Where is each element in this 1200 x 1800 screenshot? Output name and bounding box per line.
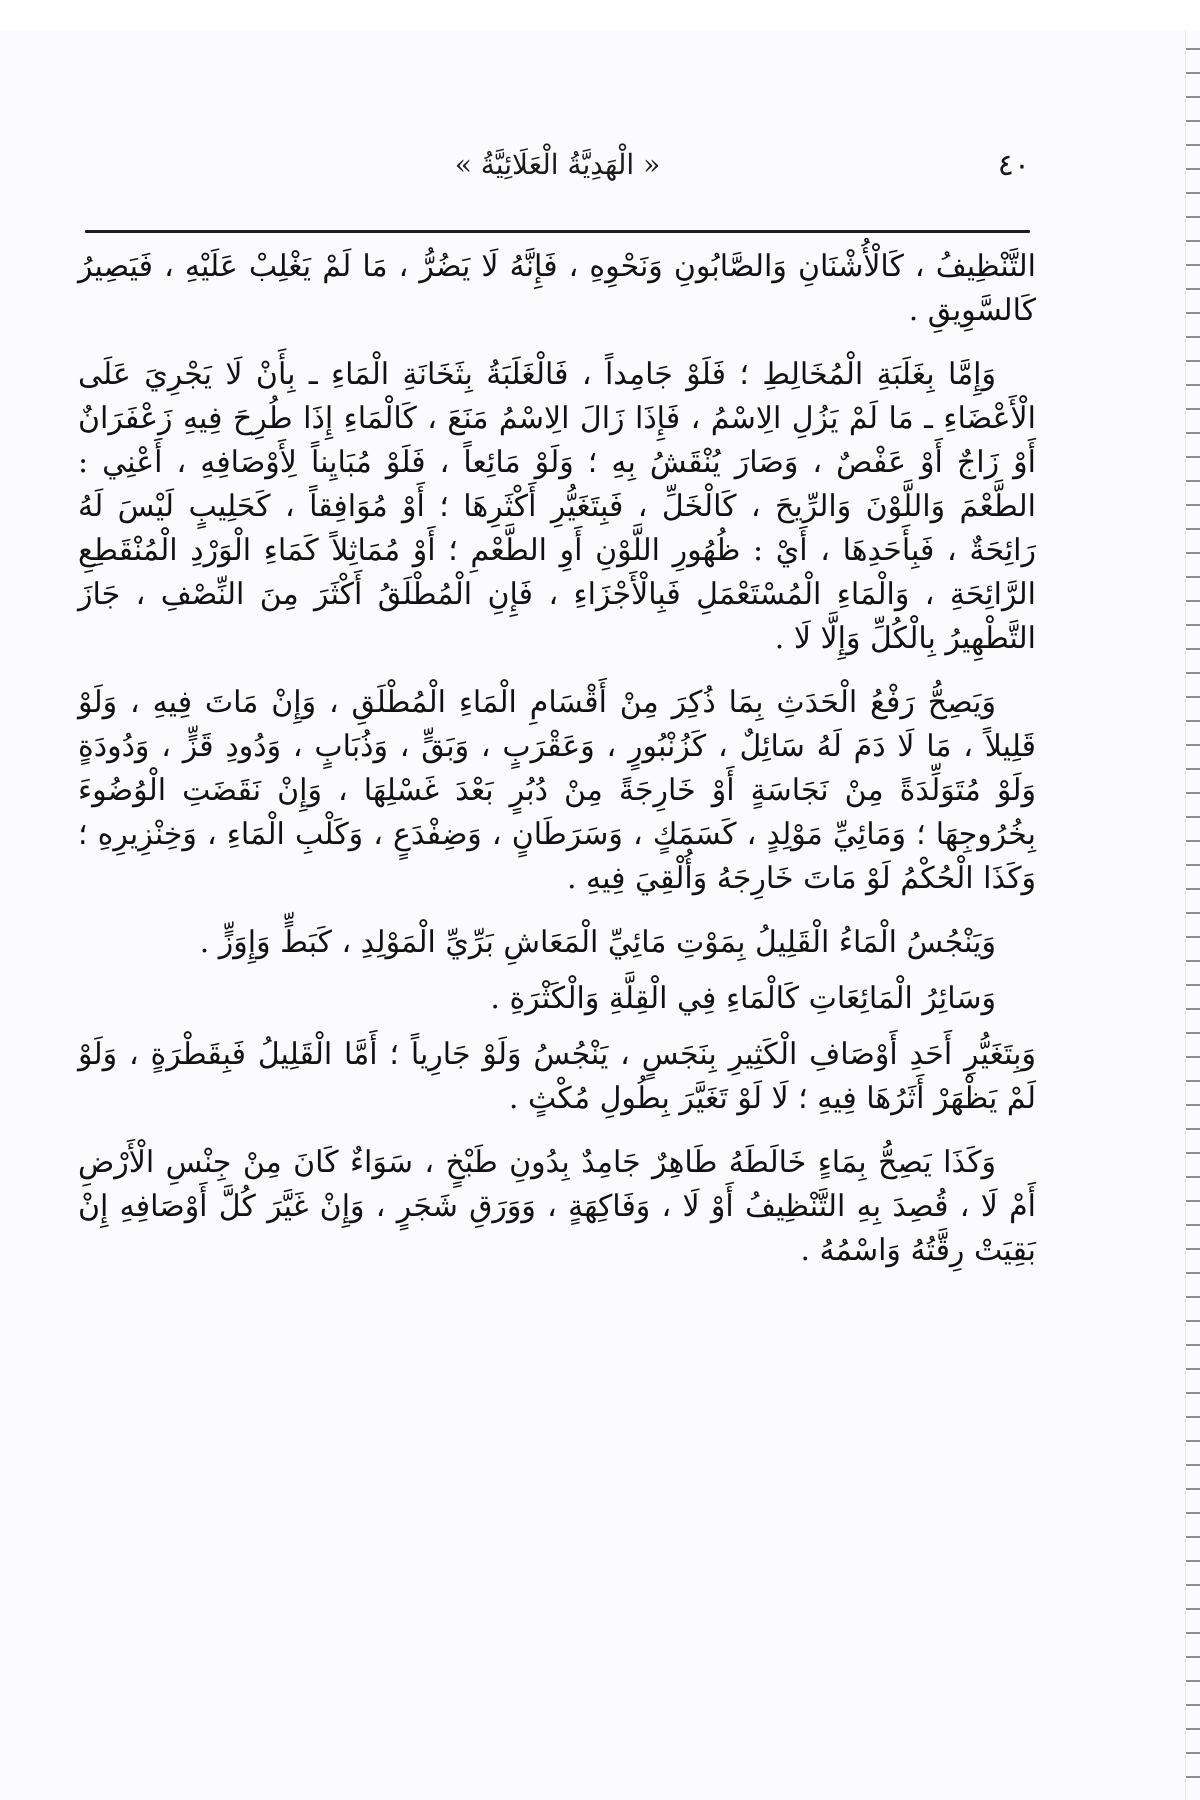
book-page	[0, 30, 1200, 1800]
paragraph-lifting-hadath: وَيَصِحُّ رَفْعُ الْحَدَثِ بِمَا ذُكِرَ مِنْ أَقْسَامِ الْمَاءِ الْمُطْلَقِ ، وَإِنْ مَاتَ فِيهِ ، وَلَوْ قَلِيلاً ، مَا لَا دَمَ لَهُ سَائِلٌ ، كَزُنْبُورٍ ، وَعَقْرَبٍ ، وَبَقٍّ ، وَذُبَابٍ ، وَدُودِ قَزٍّ ، وَدُودَةٍ وَلَوْ مُتَوَلِّدَةً مِنْ نَجَاسَةٍ أَوْ خَارِجَةً مِنْ دُبُرٍ بَعْدَ غَسْلِهَا ، وَإِنْ نَقَضَتِ الْوُضُوءَ بِخُرُوجِهَا ؛ وَمَائِيِّ مَوْلِدٍ ، كَسَمَكٍ ، وَسَرَطَانٍ ، وَضِفْدَعٍ ، وَكَلْبِ الْمَاءِ ، وَخِنْزِيرِهِ ؛ وَكَذَا الْحُكْمُ لَوْ مَاتَ خَارِجَهُ وَأُلْقِيَ فِيهِ .	[78, 685, 1036, 896]
page-edge-stack	[1185, 30, 1200, 1800]
paragraph-change-of-qualities: وَبِتَغَيُّرِ أَحَدِ أَوْصَافِ الْكَثِيرِ بِنَجَسٍ ، يَنْجُسُ وَلَوْ جَارِياً ؛ أَمَّا الْقَلِيلُ فَبِقَطْرَةٍ ، وَلَوْ لَمْ يَظْهَرْ أَثَرُهَا فِيهِ ؛ لَا لَوْ تَغَيَّرَ بِطُولِ مُكْثٍ .	[78, 1037, 1036, 1116]
paragraph-continuation: التَّنْظِيفُ ، كَالْأُشْنَانِ وَالصَّابُونِ وَنَحْوِهِ ، فَإِنَّهُ لَا يَضُرُّ ، مَا لَمْ يَغْلِبْ عَلَيْهِ ، فَيَصِيرُ كَالسَّوِيقِ .	[78, 249, 1036, 328]
paragraph-other-liquids: وَسَائِرُ الْمَائِعَاتِ كَالْمَاءِ فِي الْقِلَّةِ وَالْكَثْرَةِ .	[490, 981, 996, 1016]
paragraph-little-water-impurity: وَيَنْجُسُ الْمَاءُ الْقَلِيلُ بِمَوْتِ مَائِيِّ الْمَعَاشِ بَرِّيِّ الْمَوْلِدِ ، كَبَطٍّ وَإِوَزٍّ .	[199, 925, 996, 960]
running-title: « الْهَدِيَّةُ الْعَلَائِيَّةُ »	[454, 148, 661, 181]
page-number: ٤٠	[997, 148, 1030, 183]
page-header	[85, 142, 1030, 202]
page-body	[78, 245, 1036, 1293]
paragraph-mixing-dominance: وَإِمَّا بِغَلَبَةِ الْمُخَالِطِ ؛ فَلَوْ جَامِداً ، فَالْغَلَبَةُ بِثَخَانَةِ الْمَاءِ ـ بِأَنْ لَا يَجْرِيَ عَلَى الْأَعْضَاءِ ـ مَا لَمْ يَزُلِ الِاسْمُ ، فَإِذَا زَالَ الِاسْمُ مَنَعَ ، كَالْمَاءِ إِذَا طُرِحَ فِيهِ زَعْفَرَانٌ أَوْ زَاجٌ أَوْ عَفْصٌ ، وَصَارَ يُنْقَشُ بِهِ ؛ وَلَوْ مَائِعاً ، فَلَوْ مُبَايِناً لِأَوْصَافِهِ ، أَعْنِي : الطَّعْمَ وَاللَّوْنَ وَالرِّيحَ ، كَالْخَلِّ ، فَبِتَغَيُّرِ أَكْثَرِهَا ؛ أَوْ مُوَافِقاً ، كَحَلِيبٍ لَيْسَ لَهُ رَائِحَةٌ ، فَبِأَحَدِهَا ، أَيْ : ظُهُورِ اللَّوْنِ أَوِ الطَّعْمِ ؛ أَوْ مُمَاثِلاً كَمَاءِ الْوَرْدِ الْمُنْقَطِعِ الرَّائِحَةِ ، وَالْمَاءِ الْمُسْتَعْمَلِ فَبِالْأَجْزَاءِ ، فَإِنِ الْمُطْلَقُ أَكْثَرَ مِنَ النِّصْفِ ، جَازَ التَّطْهِيرُ بِالْكُلِّ وَإِلَّا لَا .	[78, 357, 1036, 656]
paragraph-solid-admixture: وَكَذَا يَصِحُّ بِمَاءٍ خَالَطَهُ طَاهِرٌ جَامِدٌ بِدُونِ طَبْخٍ ، سَوَاءٌ كَانَ مِنْ جِنْسِ الْأَرْضِ أَمْ لَا ، قُصِدَ بِهِ التَّنْظِيفُ أَوْ لَا ، وَفَاكِهَةٍ ، وَوَرَقِ شَجَرٍ ، وَإِنْ غَيَّرَ كُلَّ أَوْصَافِهِ إِنْ بَقِيَتْ رِقَّتُهُ وَاسْمُهُ .	[78, 1145, 1036, 1268]
header-rule-divider	[85, 230, 1030, 233]
